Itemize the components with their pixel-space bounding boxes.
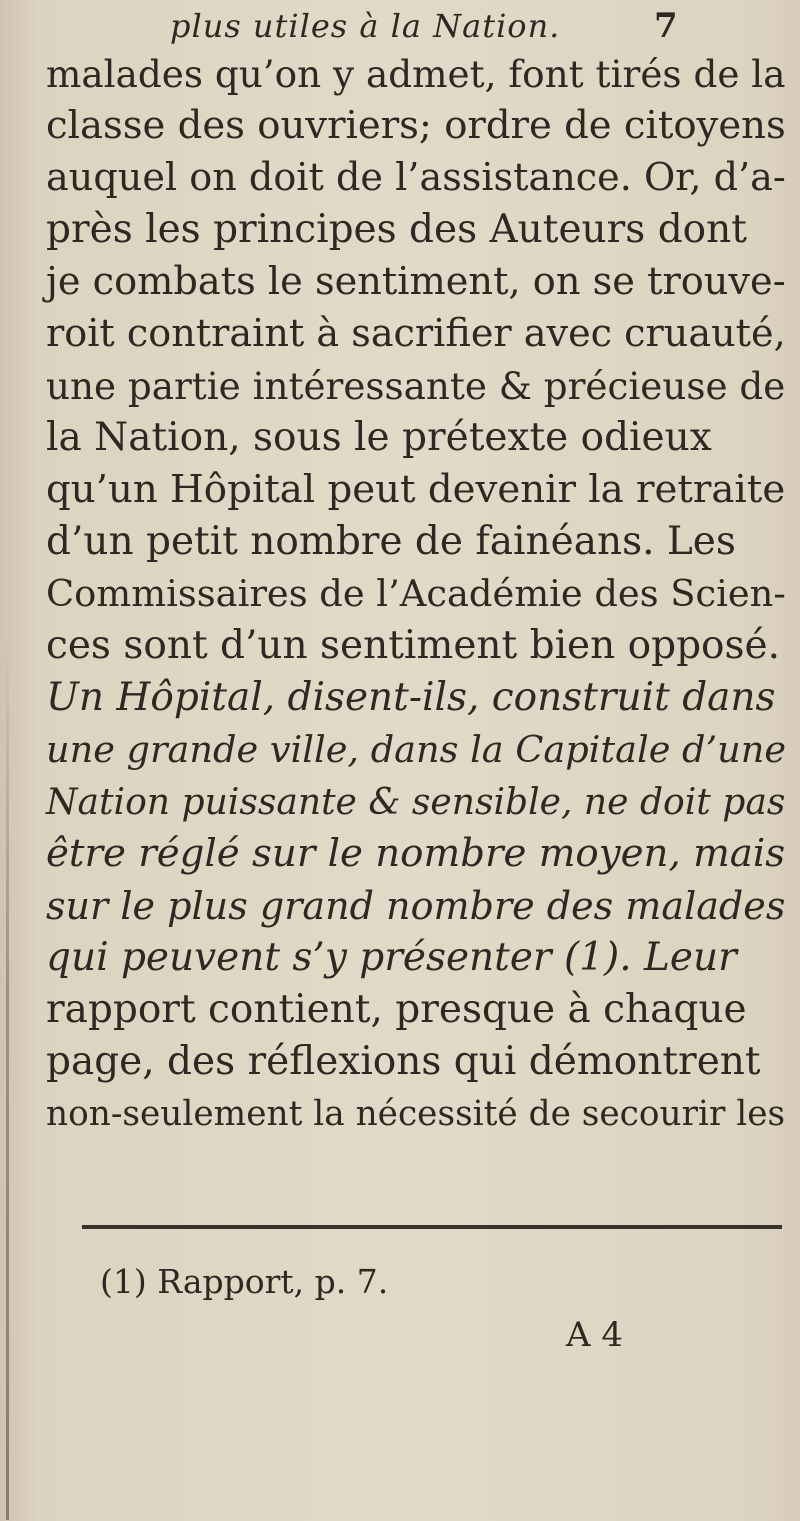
text-line: une grande ville, dans la Capitale d’une bbox=[46, 728, 787, 771]
body-text bbox=[46, 48, 786, 1140]
text-line: qu’un Hôpital peut devenir la retraite bbox=[46, 467, 786, 512]
text-line: classe des ouvriers; ordre de citoyens bbox=[46, 103, 786, 148]
text-line: Commissaires de l’Académie des Scien- bbox=[46, 572, 786, 615]
text-line: être réglé sur le nombre moyen, mais bbox=[46, 831, 786, 876]
text-line: auquel on doit de l’assistance. Or, d’a- bbox=[46, 156, 786, 200]
text-line: je combats le sentiment, on se trouve- bbox=[46, 259, 786, 304]
page-number: 7 bbox=[654, 6, 679, 46]
footnote: (1) Rapport, p. 7. bbox=[100, 1262, 389, 1301]
text-line: près les principes des Auteurs dont bbox=[46, 207, 747, 252]
text-line: rapport contient, presque à chaque bbox=[46, 987, 747, 1032]
footnote-rule bbox=[82, 1225, 782, 1229]
text-line: non-seulement la nécessité de secourir les bbox=[46, 1094, 786, 1134]
text-line: une partie intéressante & précieuse de bbox=[46, 364, 786, 408]
running-title: plus utiles à la Nation. bbox=[170, 7, 561, 45]
text-line: ces sont d’un sentiment bien opposé. bbox=[46, 623, 781, 668]
page-edge-shadow bbox=[6, 640, 9, 1520]
text-line: roit contraint à sacrifier avec cruauté, bbox=[46, 312, 786, 356]
text-line: page, des réflexions qui démontrent bbox=[46, 1039, 761, 1084]
text-line: d’un petit nombre de fainéans. Les bbox=[46, 519, 736, 564]
text-line: Nation puissante & sensible, ne doit pas bbox=[46, 781, 786, 823]
running-head bbox=[170, 4, 690, 48]
text-line: sur le plus grand nombre des malades bbox=[46, 884, 786, 928]
text-line: la Nation, sous le prétexte odieux bbox=[46, 415, 712, 460]
text-line: malades qu’on y admet, font tirés de la bbox=[46, 52, 786, 96]
text-line: qui peuvent s’y présenter (1). Leur bbox=[46, 935, 737, 980]
signature-mark: A 4 bbox=[566, 1315, 623, 1355]
text-line: Un Hôpital, disent-ils, construit dans bbox=[46, 675, 776, 720]
